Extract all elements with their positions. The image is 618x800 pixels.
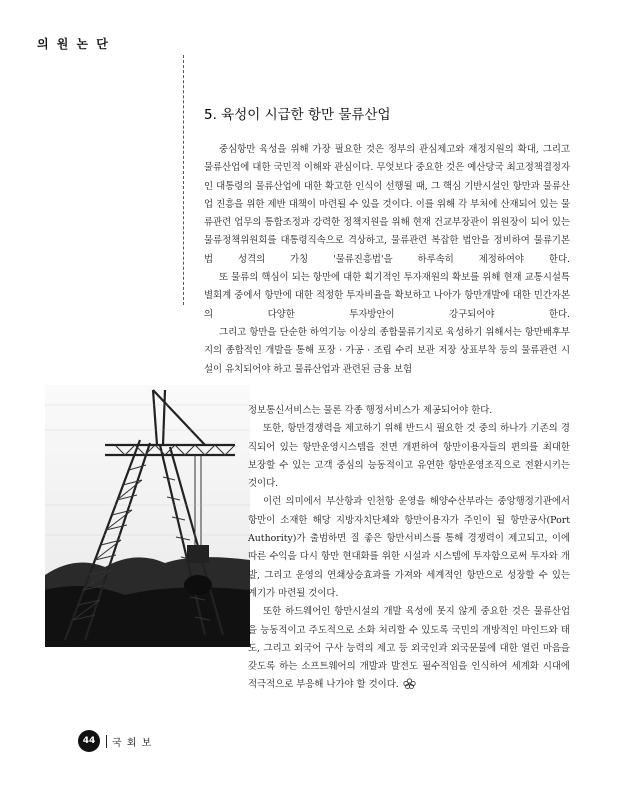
article-body-top [204,141,570,379]
publication-name: 국 회 보 [112,738,153,749]
paragraph [248,603,570,694]
paragraph: 중심항만 육성을 위해 가장 필요한 것은 정부의 관심제고와 재정지원의 확대, 그리고 물류산업에 대한 국민적 이해와 관심이다. 무엇보다 중요한 것은 예산당국 최고정책결정자인 대통령의 물류산업에 대한 확고한 인식이 선행될 때, 그 핵심 기반시설인 항만과 물류산업 진흥을 위한 제반 대책이 마련될 수 있을 것이다. 이를 위해 각 부처에 산재되어 있는 물류관련 업무의 통합조정과 강력한 정책지원을 위해 현재 건교부장관이 위원장이 되어 있는 물류정책위원회를 대통령직속으로 격상하고, 물류관련 복잡한 법안을 정비하여 물류기본법 성격의 가칭 '물류진흥법'을 하루속히 제정하여야 한다. [204,144,570,265]
harbor-crane-photo [45,385,250,647]
footer-separator [106,735,107,748]
section-label: 의 원 논 단 [37,37,110,51]
dotted-rule [183,55,184,305]
paragraph: 또한, 항만경쟁력을 제고하기 위해 반드시 필요한 것 중의 하나가 기존의 경직되어 있는 항만운영시스템을 전면 개편하여 항만이용자들의 편의를 최대한 보장할 수 있는 고객 중심의 능동적이고 유연한 항만운영조직으로 전환시키는 것이다. [248,423,570,490]
flower-icon [403,678,416,689]
paragraph: 또 물류의 핵심이 되는 항만에 대한 획기적인 투자재원의 확보를 위해 현재 교통시설특별회계 중에서 항만에 대한 적정한 투자비율을 확보하고 나아가 항만개발에 대한 민간자본의 다양한 투자방안이 강구되어야 한다. [204,272,570,320]
crane-illustration [45,385,250,647]
paragraph-text: 또한 하드웨어인 항만시설의 개발 육성에 못지 않게 중요한 것은 물류산업을 능동적이고 주도적으로 소화 처리할 수 있도록 국민의 개방적인 마인드와 태도, 그리고 외국어 구사 능력의 제고 등 외국인과 외국문물에 대한 열린 마음을 갖도록 하는 소프트웨어의 개발과 발전도 필수적임을 인식하여 세계화 시대에 적극적으로 부응해 나가야 할 것이다. [248,606,570,691]
paragraph: 이런 의미에서 부산항과 인천항 운영을 해양수산부라는 중앙행정기관에서 항만이 소재한 해당 지방자치단체와 항만이용자가 주인이 될 항만공사(Port Authority)가 출범하면 질 좋은 항만서비스를 통해 경쟁력이 제고되고, 이에 따른 수익을 다시 항만 현대화를 위한 시설과 시스템에 투자함으로써 투자와 개발, 그리고 운영의 연쇄상승효과를 가져와 세계적인 항만으로 성장할 수 있는 계기가 마련될 것이다. [248,496,570,599]
article-title: 5. 육성이 시급한 항만 물류산업 [204,107,391,123]
article-body-wrap [248,402,570,695]
paragraph: 그리고 항만을 단순한 하역기능 이상의 종합물류기지로 육성하기 위해서는 항만배후부지의 종합적인 개발을 통해 포장 · 가공 · 조립 수리 보관 저장 상표부착 등의 물류관련 시설이 유치되어야 하고 물류산업과 관련된 금융 보험 [204,326,570,375]
page-number-badge: 44 [78,730,100,752]
paragraph: 정보통신서비스는 물론 각종 행정서비스가 제공되어야 한다. [248,405,493,416]
